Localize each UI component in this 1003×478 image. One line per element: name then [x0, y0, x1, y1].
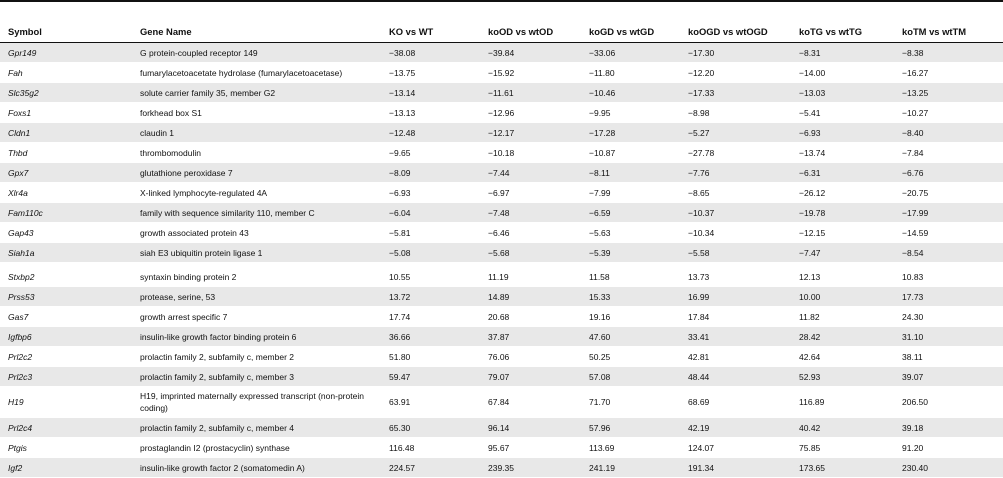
table-row	[0, 43, 1003, 63]
gene-symbol-cell: Stxbp2	[0, 265, 132, 287]
kotg-vs-wttg-cell: 173.65	[791, 458, 894, 478]
ko-vs-wt-cell: −38.08	[381, 43, 480, 63]
gene-symbol-cell: Prss53	[0, 287, 132, 307]
gene-symbol-cell: Fam110c	[0, 203, 132, 223]
kotg-vs-wttg-cell: −13.74	[791, 143, 894, 163]
gene-symbol-cell: Gpx7	[0, 163, 132, 183]
kood-vs-wtod-cell: 37.87	[480, 327, 581, 347]
gene-name-cell: growth associated protein 43	[132, 223, 381, 243]
kood-vs-wtod-cell: 20.68	[480, 307, 581, 327]
gene-symbol-cell: Igf2	[0, 458, 132, 478]
kotg-vs-wttg-cell: 28.42	[791, 327, 894, 347]
gene-symbol-cell: Gpr149	[0, 43, 132, 63]
kotg-vs-wttg-cell: 75.85	[791, 438, 894, 458]
ko-vs-wt-cell: 36.66	[381, 327, 480, 347]
kotm-vs-wttm-cell: −7.84	[894, 143, 1003, 163]
table-row	[0, 203, 1003, 223]
kotg-vs-wttg-cell: −19.78	[791, 203, 894, 223]
kogd-vs-wtgd-cell: −10.87	[581, 143, 680, 163]
ko-vs-wt-cell: −8.09	[381, 163, 480, 183]
kood-vs-wtod-cell: −7.48	[480, 203, 581, 223]
gene-symbol-cell: Gas7	[0, 307, 132, 327]
gene-name-cell: solute carrier family 35, member G2	[132, 83, 381, 103]
table-row	[0, 243, 1003, 265]
koogd-vs-wtogd-cell: −17.33	[680, 83, 791, 103]
gene-symbol-cell: Ptgis	[0, 438, 132, 458]
table-row	[0, 367, 1003, 387]
gene-name-cell: protease, serine, 53	[132, 287, 381, 307]
kogd-vs-wtgd-cell: 15.33	[581, 287, 680, 307]
kood-vs-wtod-cell: 95.67	[480, 438, 581, 458]
ko-vs-wt-cell: −5.81	[381, 223, 480, 243]
ko-vs-wt-cell: −9.65	[381, 143, 480, 163]
kotg-vs-wttg-cell: −14.00	[791, 63, 894, 83]
kogd-vs-wtgd-cell: −5.39	[581, 243, 680, 265]
kotm-vs-wttm-cell: −20.75	[894, 183, 1003, 203]
koogd-vs-wtogd-cell: −5.27	[680, 123, 791, 143]
kotg-vs-wttg-cell: −26.12	[791, 183, 894, 203]
kotm-vs-wttm-cell: 39.18	[894, 418, 1003, 438]
kogd-vs-wtgd-cell: −33.06	[581, 43, 680, 63]
koogd-vs-wtogd-cell: 42.19	[680, 418, 791, 438]
ko-vs-wt-cell: 59.47	[381, 367, 480, 387]
kood-vs-wtod-cell: 11.19	[480, 265, 581, 287]
ko-vs-wt-cell: 116.48	[381, 438, 480, 458]
gene-symbol-cell: Slc35g2	[0, 83, 132, 103]
table-row	[0, 123, 1003, 143]
koogd-vs-wtogd-cell: −17.30	[680, 43, 791, 63]
koogd-vs-wtogd-cell: −8.65	[680, 183, 791, 203]
table-row	[0, 458, 1003, 478]
gene-symbol-cell: Fah	[0, 63, 132, 83]
koogd-vs-wtogd-cell: 124.07	[680, 438, 791, 458]
kood-vs-wtod-cell: 239.35	[480, 458, 581, 478]
kogd-vs-wtgd-cell: 11.58	[581, 265, 680, 287]
table-row	[0, 143, 1003, 163]
kood-vs-wtod-cell: −12.17	[480, 123, 581, 143]
kotm-vs-wttm-cell: −16.27	[894, 63, 1003, 83]
gene-name-cell: G protein-coupled receptor 149	[132, 43, 381, 63]
kotg-vs-wttg-cell: 42.64	[791, 347, 894, 367]
ko-vs-wt-cell: −13.75	[381, 63, 480, 83]
table-row	[0, 163, 1003, 183]
kotm-vs-wttm-cell: −6.76	[894, 163, 1003, 183]
ko-vs-wt-cell: −13.13	[381, 103, 480, 123]
table-row	[0, 327, 1003, 347]
kotm-vs-wttm-cell: 38.11	[894, 347, 1003, 367]
kotm-vs-wttm-cell: −8.38	[894, 43, 1003, 63]
kogd-vs-wtgd-cell: 19.16	[581, 307, 680, 327]
gene-name-cell: X-linked lymphocyte-regulated 4A	[132, 183, 381, 203]
kotg-vs-wttg-cell: 11.82	[791, 307, 894, 327]
kood-vs-wtod-cell: 14.89	[480, 287, 581, 307]
koogd-vs-wtogd-cell: −7.76	[680, 163, 791, 183]
kotm-vs-wttm-cell: 17.73	[894, 287, 1003, 307]
gene-name-cell: syntaxin binding protein 2	[132, 265, 381, 287]
gene-name-cell: H19, imprinted maternally expressed transcript (non-protein coding)	[132, 387, 381, 418]
header-kotg-vs-wttg: koTG vs wtTG	[799, 26, 863, 37]
kogd-vs-wtgd-cell: 113.69	[581, 438, 680, 458]
gene-name-cell: family with sequence similarity 110, member C	[132, 203, 381, 223]
koogd-vs-wtogd-cell: −8.98	[680, 103, 791, 123]
header-koogd-vs-wtogd: koOGD vs wtOGD	[688, 26, 768, 37]
gene-name-cell: prolactin family 2, subfamily c, member 4	[132, 418, 381, 438]
kotm-vs-wttm-cell: 230.40	[894, 458, 1003, 478]
gene-name-cell: prolactin family 2, subfamily c, member 3	[132, 367, 381, 387]
kogd-vs-wtgd-cell: −17.28	[581, 123, 680, 143]
gene-symbol-cell: H19	[0, 387, 132, 418]
table-row	[0, 223, 1003, 243]
gene-name-cell: prostaglandin I2 (prostacyclin) synthase	[132, 438, 381, 458]
kogd-vs-wtgd-cell: −11.80	[581, 63, 680, 83]
ko-vs-wt-cell: 17.74	[381, 307, 480, 327]
gene-name-cell: insulin-like growth factor 2 (somatomedin A)	[132, 458, 381, 478]
gene-name-cell: thrombomodulin	[132, 143, 381, 163]
ko-vs-wt-cell: −6.04	[381, 203, 480, 223]
gene-symbol-cell: Gap43	[0, 223, 132, 243]
ko-vs-wt-cell: 10.55	[381, 265, 480, 287]
gene-symbol-cell: Igfbp6	[0, 327, 132, 347]
gene-name-cell: insulin-like growth factor binding protein 6	[132, 327, 381, 347]
table-row	[0, 418, 1003, 438]
kood-vs-wtod-cell: −7.44	[480, 163, 581, 183]
kotg-vs-wttg-cell: 12.13	[791, 265, 894, 287]
kood-vs-wtod-cell: 79.07	[480, 367, 581, 387]
kotg-vs-wttg-cell: −12.15	[791, 223, 894, 243]
kotg-vs-wttg-cell: 116.89	[791, 387, 894, 418]
kotm-vs-wttm-cell: −8.54	[894, 243, 1003, 265]
gene-symbol-cell: Prl2c4	[0, 418, 132, 438]
header-kogd-vs-wtgd: koGD vs wtGD	[589, 26, 655, 37]
gene-name-cell: prolactin family 2, subfamily c, member 2	[132, 347, 381, 367]
kood-vs-wtod-cell: −6.97	[480, 183, 581, 203]
kogd-vs-wtgd-cell: −9.95	[581, 103, 680, 123]
kogd-vs-wtgd-cell: 57.08	[581, 367, 680, 387]
kood-vs-wtod-cell: 76.06	[480, 347, 581, 367]
kotm-vs-wttm-cell: −10.27	[894, 103, 1003, 123]
gene-name-cell: glutathione peroxidase 7	[132, 163, 381, 183]
kotg-vs-wttg-cell: −6.31	[791, 163, 894, 183]
gene-symbol-cell: Prl2c2	[0, 347, 132, 367]
ko-vs-wt-cell: 63.91	[381, 387, 480, 418]
kotm-vs-wttm-cell: −17.99	[894, 203, 1003, 223]
kotm-vs-wttm-cell: −13.25	[894, 83, 1003, 103]
gene-name-cell: fumarylacetoacetate hydrolase (fumarylacetoacetase)	[132, 63, 381, 83]
ko-vs-wt-cell: −13.14	[381, 83, 480, 103]
kood-vs-wtod-cell: −12.96	[480, 103, 581, 123]
header-ko-vs-wt: KO vs WT	[389, 26, 434, 37]
table-row	[0, 183, 1003, 203]
kood-vs-wtod-cell: −39.84	[480, 43, 581, 63]
table-row	[0, 438, 1003, 458]
koogd-vs-wtogd-cell: −5.58	[680, 243, 791, 265]
kogd-vs-wtgd-cell: 50.25	[581, 347, 680, 367]
kotg-vs-wttg-cell: −5.41	[791, 103, 894, 123]
kogd-vs-wtgd-cell: −10.46	[581, 83, 680, 103]
kotg-vs-wttg-cell: −7.47	[791, 243, 894, 265]
kotm-vs-wttm-cell: 31.10	[894, 327, 1003, 347]
kogd-vs-wtgd-cell: −6.59	[581, 203, 680, 223]
gene-name-cell: forkhead box S1	[132, 103, 381, 123]
gene-name-cell: claudin 1	[132, 123, 381, 143]
kood-vs-wtod-cell: −11.61	[480, 83, 581, 103]
kood-vs-wtod-cell: −6.46	[480, 223, 581, 243]
koogd-vs-wtogd-cell: −10.34	[680, 223, 791, 243]
koogd-vs-wtogd-cell: 191.34	[680, 458, 791, 478]
kotm-vs-wttm-cell: 24.30	[894, 307, 1003, 327]
header-gene-name: Gene Name	[140, 26, 192, 37]
table-row	[0, 387, 1003, 418]
ko-vs-wt-cell: 51.80	[381, 347, 480, 367]
koogd-vs-wtogd-cell: −12.20	[680, 63, 791, 83]
kogd-vs-wtgd-cell: 71.70	[581, 387, 680, 418]
kotg-vs-wttg-cell: −13.03	[791, 83, 894, 103]
ko-vs-wt-cell: −6.93	[381, 183, 480, 203]
ko-vs-wt-cell: 13.72	[381, 287, 480, 307]
koogd-vs-wtogd-cell: −10.37	[680, 203, 791, 223]
kotg-vs-wttg-cell: 40.42	[791, 418, 894, 438]
ko-vs-wt-cell: 224.57	[381, 458, 480, 478]
table-row	[0, 307, 1003, 327]
koogd-vs-wtogd-cell: 48.44	[680, 367, 791, 387]
table-row	[0, 287, 1003, 307]
gene-name-cell: siah E3 ubiquitin protein ligase 1	[132, 243, 381, 265]
kotm-vs-wttm-cell: −8.40	[894, 123, 1003, 143]
table-row	[0, 347, 1003, 367]
table-row	[0, 265, 1003, 287]
gene-symbol-cell: Cldn1	[0, 123, 132, 143]
koogd-vs-wtogd-cell: 17.84	[680, 307, 791, 327]
table-row	[0, 83, 1003, 103]
kogd-vs-wtgd-cell: −5.63	[581, 223, 680, 243]
koogd-vs-wtogd-cell: 33.41	[680, 327, 791, 347]
gene-symbol-cell: Prl2c3	[0, 367, 132, 387]
gene-symbol-cell: Xlr4a	[0, 183, 132, 203]
kotm-vs-wttm-cell: 91.20	[894, 438, 1003, 458]
ko-vs-wt-cell: −12.48	[381, 123, 480, 143]
table-row	[0, 103, 1003, 123]
table-header-row	[0, 0, 1003, 43]
ko-vs-wt-cell: −5.08	[381, 243, 480, 265]
kood-vs-wtod-cell: −15.92	[480, 63, 581, 83]
kogd-vs-wtgd-cell: −8.11	[581, 163, 680, 183]
koogd-vs-wtogd-cell: −27.78	[680, 143, 791, 163]
koogd-vs-wtogd-cell: 42.81	[680, 347, 791, 367]
ko-vs-wt-cell: 65.30	[381, 418, 480, 438]
gene-symbol-cell: Siah1a	[0, 243, 132, 265]
kotm-vs-wttm-cell: −14.59	[894, 223, 1003, 243]
header-kood-vs-wtod: koOD vs wtOD	[488, 26, 554, 37]
koogd-vs-wtogd-cell: 13.73	[680, 265, 791, 287]
gene-symbol-cell: Foxs1	[0, 103, 132, 123]
koogd-vs-wtogd-cell: 16.99	[680, 287, 791, 307]
kogd-vs-wtgd-cell: 241.19	[581, 458, 680, 478]
kood-vs-wtod-cell: −5.68	[480, 243, 581, 265]
koogd-vs-wtogd-cell: 68.69	[680, 387, 791, 418]
kood-vs-wtod-cell: −10.18	[480, 143, 581, 163]
kotg-vs-wttg-cell: 52.93	[791, 367, 894, 387]
kood-vs-wtod-cell: 67.84	[480, 387, 581, 418]
kotg-vs-wttg-cell: −8.31	[791, 43, 894, 63]
table-body	[0, 43, 1003, 478]
kogd-vs-wtgd-cell: 57.96	[581, 418, 680, 438]
kotg-vs-wttg-cell: 10.00	[791, 287, 894, 307]
gene-name-cell: growth arrest specific 7	[132, 307, 381, 327]
header-symbol: Symbol	[8, 26, 42, 37]
kotm-vs-wttm-cell: 10.83	[894, 265, 1003, 287]
header-kotm-vs-wttm: koTM vs wtTM	[902, 26, 967, 37]
kotm-vs-wttm-cell: 206.50	[894, 387, 1003, 418]
kogd-vs-wtgd-cell: −7.99	[581, 183, 680, 203]
kogd-vs-wtgd-cell: 47.60	[581, 327, 680, 347]
table-row	[0, 63, 1003, 83]
gene-symbol-cell: Thbd	[0, 143, 132, 163]
kood-vs-wtod-cell: 96.14	[480, 418, 581, 438]
kotg-vs-wttg-cell: −6.93	[791, 123, 894, 143]
kotm-vs-wttm-cell: 39.07	[894, 367, 1003, 387]
